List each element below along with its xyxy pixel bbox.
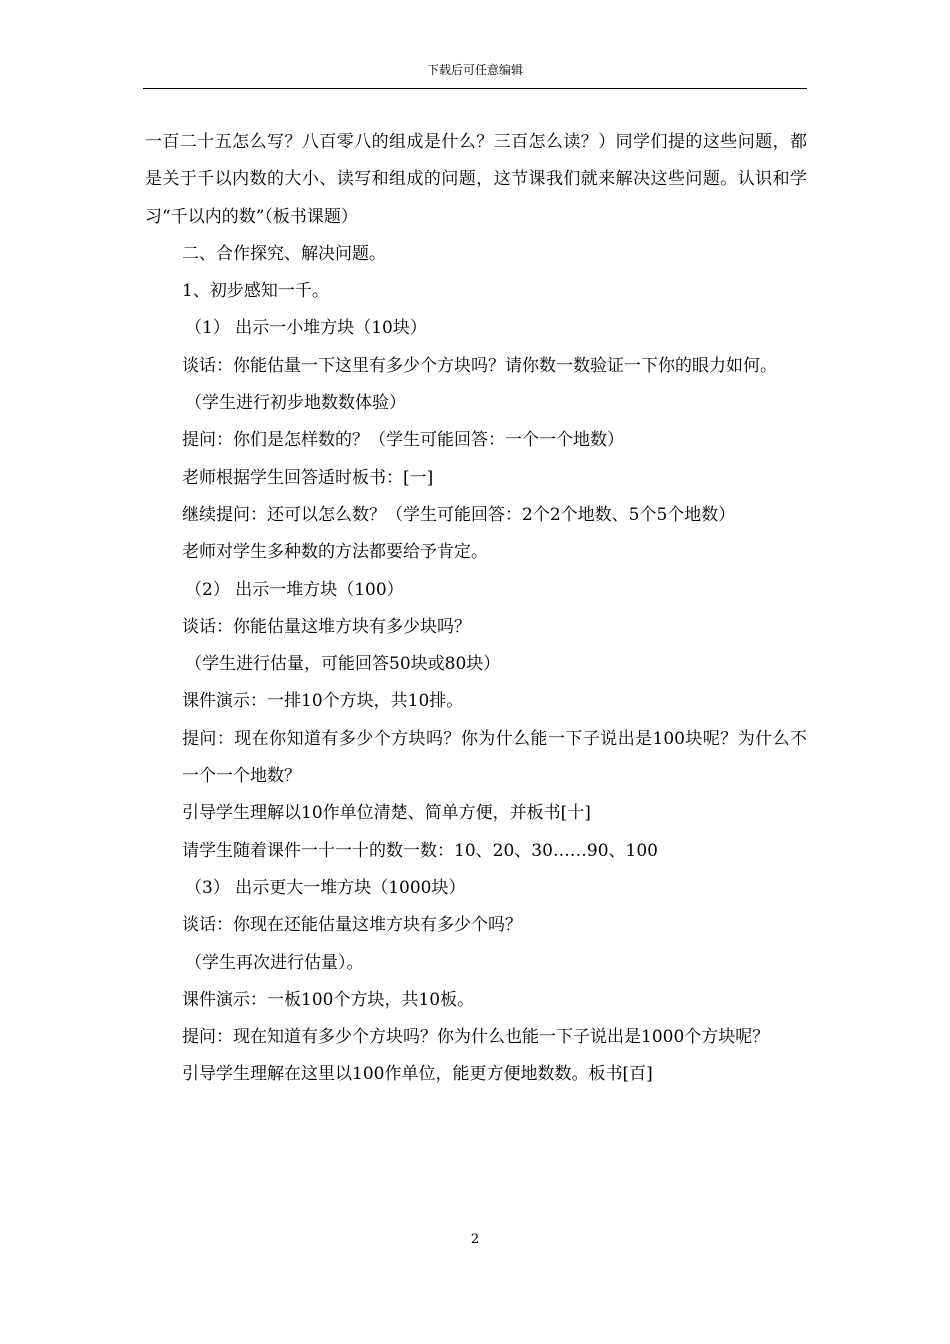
list-step: （2） 出示一堆方块（100） (185, 579, 404, 600)
paragraph: 提问：现在知道有多少个方块吗？你为什么也能一下子说出是1000个方块呢？ (182, 1027, 770, 1048)
paragraph: 谈话：你现在还能估量这堆方块有多少个吗？ (182, 915, 522, 936)
paragraph: （学生再次进行估量）。 (185, 952, 364, 973)
document-body (145, 124, 807, 1094)
paragraph: 引导学生理解以10作单位清楚、简单方便，并板书[十] (182, 803, 591, 824)
paragraph: 课件演示：一排10个方块，共10排。 (182, 691, 464, 712)
section-heading: 二、合作探究、解决问题。 (182, 243, 386, 264)
paragraph: 请学生随着课件一十一十的数一数：10、20、30……90、100 (182, 840, 658, 861)
paragraph: （学生进行估量，可能回答50块或80块） (185, 654, 501, 675)
list-step: （3） 出示更大一堆方块（1000块） (185, 877, 466, 898)
page-number: 2 (470, 1232, 480, 1247)
paragraph: 谈话：你能估量这堆方块有多少块吗？ (182, 616, 471, 637)
paragraph: 继续提问：还可以怎么数？（学生可能回答：2个2个地数、5个5个地数） (182, 504, 736, 525)
header-rule (143, 88, 807, 89)
paragraph: 提问：你们是怎样数的？（学生可能回答：一个一个地数） (182, 430, 624, 451)
paragraph: （学生进行初步地数数体验） (185, 393, 406, 414)
paragraph: 老师对学生多种数的方法都要给予肯定。 (182, 542, 488, 563)
page-header: 下载后可任意编辑 (426, 63, 523, 77)
paragraph: 课件演示：一板100个方块，共10板。 (182, 989, 475, 1010)
subsection-heading: 1、初步感知一千。 (182, 281, 329, 302)
paragraph: 谈话：你能估量一下这里有多少个方块吗？请你数一数验证一下你的眼力如何。 (182, 355, 777, 376)
paragraph: 提问：现在你知道有多少个方块吗？你为什么能一下子说出是100块呢？为什么不一个一个地数？ (182, 728, 807, 787)
paragraph: 一百二十五怎么写？八百零八的组成是什么？三百怎么读？）同学们提的这些问题，都是关于千以内数的大小、读写和组成的问题，这节课我们就来解决这些问题。认识和学习“千以内的数”（板书课题） (145, 132, 807, 227)
list-step: （1） 出示一小堆方块（10块） (185, 318, 427, 339)
paragraph: 引导学生理解在这里以100作单位，能更方便地数数。板书[百] (182, 1064, 653, 1085)
paragraph: 老师根据学生回答适时板书：[一] (182, 467, 434, 488)
